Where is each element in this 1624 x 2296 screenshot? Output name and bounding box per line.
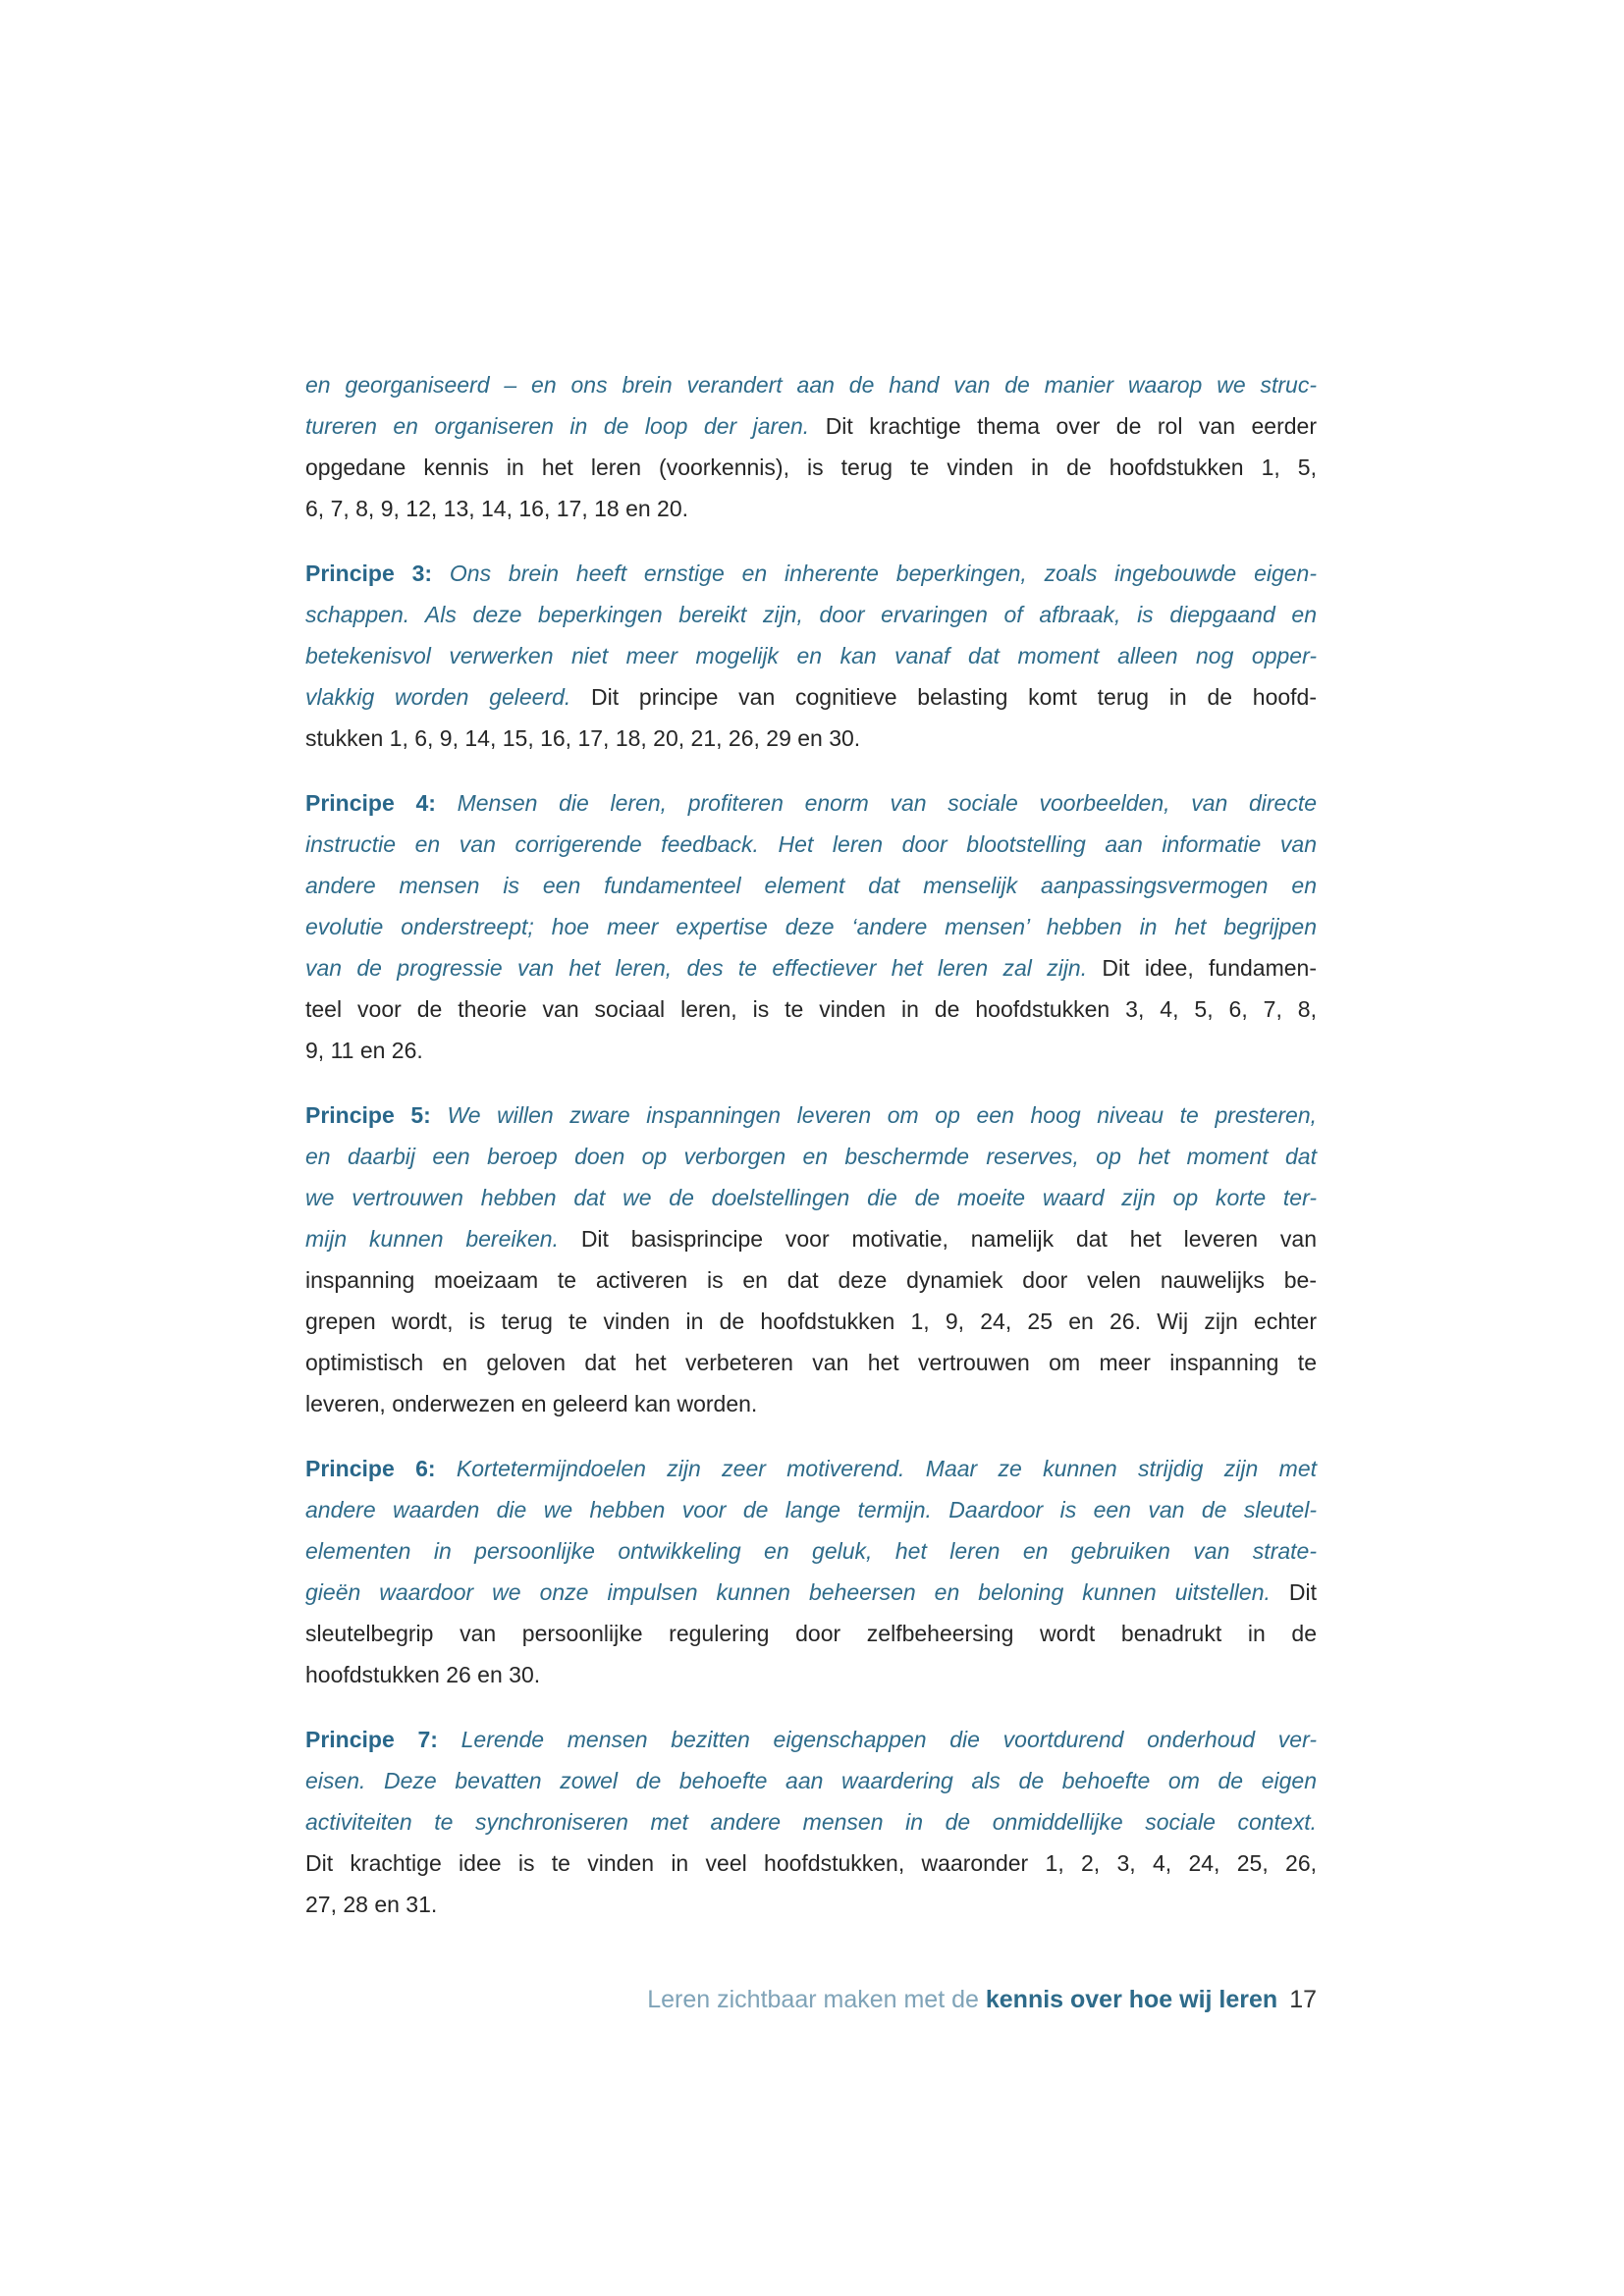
text-line	[305, 1136, 1317, 1177]
text-segment-regular: 9, 11 en 26.	[305, 1038, 423, 1063]
text-line	[305, 906, 1317, 947]
text-segment-italic: gieën waardoor we onze impulsen kunnen beheersen en beloning kunnen uitstellen.	[305, 1579, 1271, 1605]
text-segment-regular: grepen wordt, is terug te vinden in de hoofdstukken 1, 9, 24, 25 en 26. Wij zijn echter	[305, 1308, 1317, 1334]
text-segment-italic: vlakkig worden geleerd.	[305, 684, 571, 710]
text-line	[305, 1030, 1317, 1071]
text-line	[305, 405, 1317, 447]
text-line	[305, 1095, 1317, 1136]
text-line	[305, 947, 1317, 988]
text-line	[305, 1801, 1317, 1842]
text-segment-italic: Kortetermijndoelen zijn zeer motiverend. Maar ze kunnen strijdig zijn met	[456, 1456, 1317, 1481]
text-segment-regular: 27, 28 en 31.	[305, 1892, 438, 1917]
text-segment-italic: evolutie onderstreept; hoe meer expertise deze ‘andere mensen’ hebben in het begrijpen	[305, 914, 1317, 939]
text-line	[305, 1884, 1317, 1925]
text-segment-regular: Dit krachtige idee is te vinden in veel hoofdstukken, waaronder 1, 2, 3, 4, 24, 25, 26,	[305, 1850, 1317, 1876]
text-line	[305, 488, 1317, 529]
text-segment-label: Principe 3:	[305, 561, 450, 586]
text-line	[305, 1383, 1317, 1424]
text-line	[305, 676, 1317, 718]
text-line	[305, 1842, 1317, 1884]
text-segment-label: Principe 7:	[305, 1727, 461, 1752]
text-line	[305, 635, 1317, 676]
footer-section-title: kennis over hoe wij leren	[985, 1986, 1278, 2013]
text-segment-label: Principe 4:	[305, 790, 458, 816]
text-line	[305, 718, 1317, 759]
text-line	[305, 1301, 1317, 1342]
text-line	[305, 1218, 1317, 1259]
text-segment-label: Principe 6:	[305, 1456, 457, 1481]
text-segment-regular: hoofdstukken 26 en 30.	[305, 1662, 541, 1687]
text-segment-regular: stukken 1, 6, 9, 14, 15, 16, 17, 18, 20, 21, 26, 29 en 30.	[305, 725, 861, 751]
text-segment-regular: sleutelbegrip van persoonlijke regulering door zelfbeheersing wordt benadrukt in de	[305, 1621, 1317, 1646]
text-line	[305, 447, 1317, 488]
text-segment-regular: inspanning moeizaam te activeren is en dat deze dynamiek door velen nauwelijks be-	[305, 1267, 1317, 1293]
paragraph	[305, 782, 1317, 1071]
text-segment-italic: eisen. Deze bevatten zowel de behoefte aan waardering als de behoefte om de eigen	[305, 1768, 1317, 1793]
paragraph	[305, 1448, 1317, 1695]
text-line	[305, 1530, 1317, 1572]
text-segment-regular: optimistisch en geloven dat het verbeteren van het vertrouwen om meer inspanning te	[305, 1350, 1317, 1375]
paragraph	[305, 1095, 1317, 1424]
text-line	[305, 1719, 1317, 1760]
text-line	[305, 1489, 1317, 1530]
text-segment-italic: tureren en organiseren in de loop der jaren.	[305, 413, 810, 439]
text-line	[305, 782, 1317, 824]
text-line	[305, 553, 1317, 594]
text-segment-italic: en daarbij een beroep doen op verborgen en beschermde reserves, op het moment dat	[305, 1144, 1317, 1169]
text-segment-italic: instructie en van corrigerende feedback. Het leren door blootstelling aan informatie van	[305, 831, 1317, 857]
text-line	[305, 1613, 1317, 1654]
text-line	[305, 988, 1317, 1030]
text-segment-regular: opgedane kennis in het leren (voorkennis), is terug te vinden in de hoofdstukken 1, 5,	[305, 454, 1317, 480]
text-line	[305, 1760, 1317, 1801]
text-segment-label: Principe 5:	[305, 1102, 448, 1128]
text-line	[305, 364, 1317, 405]
text-segment-italic: we vertrouwen hebben dat we de doelstellingen die de moeite waard zijn op korte ter-	[305, 1185, 1317, 1210]
text-segment-italic: en georganiseerd – en ons brein verandert aan de hand van de manier waarop we struc-	[305, 372, 1317, 398]
text-line	[305, 1654, 1317, 1695]
footer-book-title: Leren zichtbaar maken met de	[647, 1986, 986, 2013]
text-segment-italic: Ons brein heeft ernstige en inherente beperkingen, zoals ingebouwde eigen-	[449, 561, 1318, 586]
paragraph	[305, 553, 1317, 759]
text-segment-italic: Lerende mensen bezitten eigenschappen die voortdurend onderhoud ver-	[460, 1727, 1317, 1752]
text-segment-regular: teel voor de theorie van sociaal leren, is te vinden in de hoofdstukken 3, 4, 5, 6, 7, 8,	[305, 996, 1317, 1022]
text-line	[305, 1177, 1317, 1218]
text-line	[305, 1572, 1317, 1613]
text-segment-italic: andere waarden die we hebben voor de lange termijn. Daardoor is een van de sleutel-	[305, 1497, 1317, 1522]
text-segment-regular: Dit	[1270, 1579, 1318, 1605]
text-line	[305, 865, 1317, 906]
paragraph	[305, 364, 1317, 529]
text-line	[305, 1448, 1317, 1489]
text-segment-italic: van de progressie van het leren, des te effectiever het leren zal zijn.	[305, 955, 1088, 981]
text-column	[305, 364, 1317, 1925]
text-segment-regular: leveren, onderwezen en geleerd kan worden.	[305, 1391, 758, 1416]
text-segment-italic: Mensen die leren, profiteren enorm van sociale voorbeelden, van directe	[457, 790, 1317, 816]
text-segment-regular: 6, 7, 8, 9, 12, 13, 14, 16, 17, 18 en 20.	[305, 496, 689, 521]
text-line	[305, 1342, 1317, 1383]
text-segment-italic: We willen zware inspanningen leveren om op een hoog niveau te presteren,	[447, 1102, 1318, 1128]
text-line	[305, 824, 1317, 865]
text-line	[305, 1259, 1317, 1301]
paragraph	[305, 1719, 1317, 1925]
text-segment-italic: activiteiten te synchroniseren met andere mensen in de onmiddellijke sociale context.	[305, 1809, 1317, 1835]
text-segment-italic: schappen. Als deze beperkingen bereikt zijn, door ervaringen of afbraak, is diepgaand en	[305, 602, 1317, 627]
text-segment-regular: Dit principe van cognitieve belasting komt terug in de hoofd-	[570, 684, 1317, 710]
text-segment-italic: betekenisvol verwerken niet meer mogelijk en kan vanaf dat moment alleen nog opper-	[305, 643, 1317, 668]
text-segment-regular: Dit krachtige thema over de rol van eerder	[809, 413, 1318, 439]
footer	[305, 1983, 1317, 2016]
text-segment-italic: elementen in persoonlijke ontwikkeling en geluk, het leren en gebruiken van strate-	[305, 1538, 1317, 1564]
text-segment-italic: mijn kunnen bereiken.	[305, 1226, 559, 1252]
text-segment-regular: Dit idee, fundamen-	[1087, 955, 1317, 981]
text-segment-regular: Dit basisprincipe voor motivatie, namelijk dat het leveren van	[558, 1226, 1318, 1252]
text-segment-italic: andere mensen is een fundamenteel element dat menselijk aanpassingsvermogen en	[305, 873, 1317, 898]
page-number: 17	[1289, 1986, 1317, 2013]
text-line	[305, 594, 1317, 635]
